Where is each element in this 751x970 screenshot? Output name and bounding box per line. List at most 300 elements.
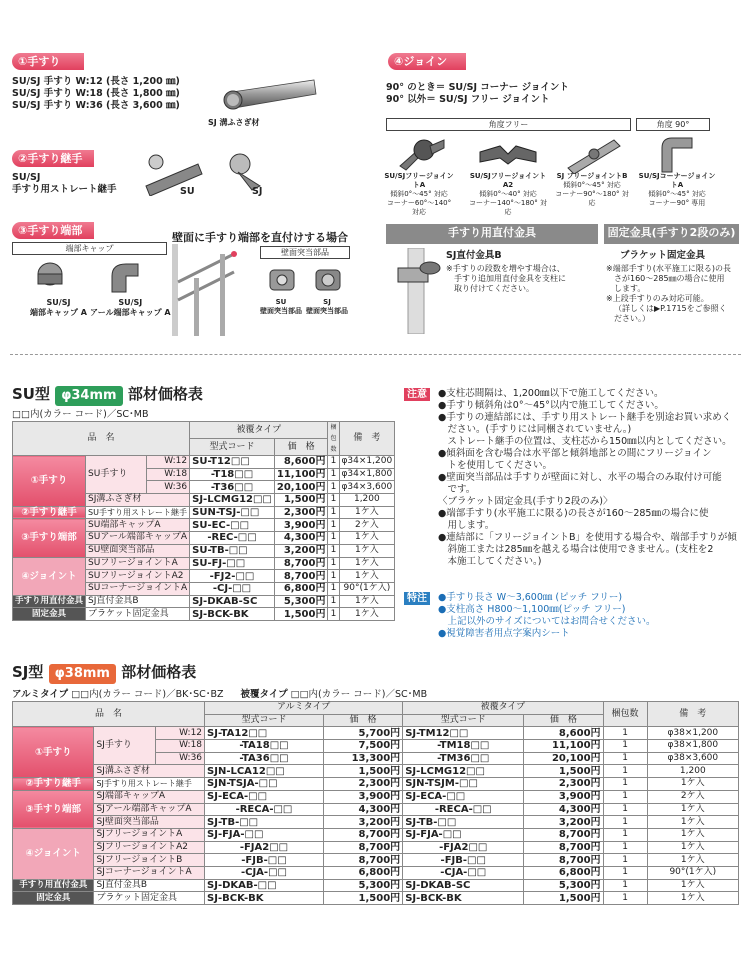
- sj-aprice: 6,800円: [323, 866, 402, 879]
- joint-free-a-label: [384, 172, 454, 217]
- sj-pack: 1: [603, 727, 647, 740]
- su-h-note: 備 考: [339, 422, 395, 456]
- sj-table-title: [12, 662, 196, 684]
- joint-corner-a-spec2: コーナー90° 専用: [648, 199, 706, 207]
- sj-subtitle-alu-colors: □□内(カラー コード)／BK･SC･BZ: [71, 689, 224, 700]
- special-line: 上記以外のサイズについてはお問合せください。: [438, 616, 656, 627]
- caution-line: トを使用してください。: [438, 460, 553, 471]
- su-h-code: 型式コード: [190, 439, 275, 456]
- table-row: [13, 803, 739, 816]
- sj-acode: -TA36□□: [205, 752, 324, 765]
- sj-aprice: 2,300円: [323, 778, 402, 791]
- su-code: SU-T12□□: [190, 456, 275, 469]
- sj-aprice: 4,300円: [323, 803, 402, 816]
- handrail-pipe-icon: [218, 78, 318, 112]
- special-line: ●視覚障害者用点字案内シート: [438, 628, 570, 639]
- sj-cprice: 5,300円: [524, 879, 603, 892]
- sj-note: φ38×3,600: [647, 752, 738, 765]
- wall-bracket-header: 手すり用直付金具: [386, 224, 598, 244]
- su-name: SUフリージョイントA2: [86, 570, 190, 583]
- sj-aprice: 1,500円: [323, 765, 402, 778]
- sj-title-pill: φ38mm: [49, 664, 116, 684]
- special-notes: [438, 592, 743, 640]
- su-name: SU壁面突当部品: [86, 544, 190, 557]
- sj-pack: 1: [603, 803, 647, 816]
- caution-line: です。: [438, 484, 476, 495]
- splice-lines: [12, 172, 117, 196]
- sj-acode: SJ-BCK-BK: [205, 892, 324, 905]
- sj-acode: SJN-LCA12□□: [205, 765, 324, 778]
- sj-ccode: SJN-TSJM-□□: [403, 778, 524, 791]
- sj-cprice: 3,900円: [524, 790, 603, 803]
- special-line: ●支柱高さ H800～1,100㎜(ピッチ フリー): [438, 604, 626, 615]
- su-price: 8,600円: [274, 456, 328, 469]
- su-name: SUアール端部キャップA: [86, 532, 190, 545]
- su-code: -FJ2-□□: [190, 570, 275, 583]
- table-row: [13, 892, 739, 905]
- sj-name: SJ溝ふさぎ材: [94, 765, 205, 778]
- su-name: SU端部キャップA: [86, 519, 190, 532]
- sj-cprice: 20,100円: [524, 752, 603, 765]
- joint-free-b-spec1: 傾斜0°～45° 対応: [563, 181, 621, 189]
- sj-cprice: 3,200円: [524, 816, 603, 829]
- table-row: [13, 595, 395, 608]
- end-cap-arm-line-1: SU/SJ: [118, 298, 143, 307]
- su-price: 8,700円: [274, 557, 328, 570]
- joint-tag: ④ジョイント: [388, 53, 466, 70]
- sj-aprice: 13,300円: [323, 752, 402, 765]
- joint-free-a-name: SU/SJフリージョイントA: [384, 172, 454, 189]
- fixing-desc-4: ※上段手すりのみ対応可能。: [606, 294, 709, 303]
- sj-aprice: 8,700円: [323, 841, 402, 854]
- sj-note: 90°(1ケ入): [647, 866, 738, 879]
- su-pack: 1: [328, 570, 339, 583]
- fixing-desc-6: ださい。）: [614, 314, 650, 323]
- joint-lines: [386, 82, 569, 106]
- caution-line: ●端部手すり(水平施工に限る)の長さが160～285㎜の場合に使: [438, 508, 709, 519]
- su-w: W:18: [146, 468, 189, 481]
- end-cap-bar: 端部キャップ: [12, 242, 167, 255]
- su-price-table: [12, 421, 395, 621]
- sj-name: SJフリージョイントB: [94, 854, 205, 867]
- su-code: SU-FJ-□□: [190, 557, 275, 570]
- su-cat-fixing: 固定金具: [13, 608, 86, 621]
- su-note: 2ケ入: [339, 519, 395, 532]
- sj-subtitle: [12, 686, 427, 700]
- end-cap-arm-icon: [106, 258, 146, 294]
- su-cat-bracket: 手すり用直付金具: [13, 595, 86, 608]
- sj-name: ブラケット固定金具: [94, 892, 205, 905]
- handrail-line-2: SU/SJ 手すり W:18 (長さ 1,800 ㎜): [12, 88, 180, 99]
- sj-aprice: 5,700円: [323, 727, 402, 740]
- su-w: W:36: [146, 481, 189, 494]
- sj-name: SJコーナージョイントA: [94, 866, 205, 879]
- sj-note: 1ケ入: [647, 841, 738, 854]
- sj-note: 1ケ入: [647, 879, 738, 892]
- su-h-type: 被覆タイプ: [190, 422, 328, 439]
- wall-bar: 壁面突当部品: [260, 246, 350, 259]
- end-cap-a-line-1: SU/SJ: [46, 298, 71, 307]
- wall-sj-icon: [312, 264, 344, 296]
- sj-aprice: 7,500円: [323, 740, 402, 753]
- joint-free-a-spec1: 傾斜0°～45° 対応: [390, 190, 448, 198]
- sj-acode: SJ-ECA-□□: [205, 790, 324, 803]
- sj-ccode: SJ-DKAB-SC: [403, 879, 524, 892]
- su-code: SJ-LCMG12□□: [190, 494, 275, 507]
- sj-h-cov: 被覆タイプ: [403, 702, 603, 715]
- su-title-prefix: SU型: [12, 385, 50, 403]
- table-row: [13, 506, 395, 519]
- su-note: 90°(1ケ入): [339, 582, 395, 595]
- sj-pack: 1: [603, 828, 647, 841]
- joint-free-a2-icon: [478, 140, 538, 170]
- sj-w: W:12: [156, 727, 205, 740]
- sj-note: 1ケ入: [647, 854, 738, 867]
- su-name: SJ溝ふさぎ材: [86, 494, 190, 507]
- su-name: SUフリージョイントA: [86, 557, 190, 570]
- sj-cat-fixing: 固定金具: [13, 892, 94, 905]
- su-note: φ34×1,200: [339, 456, 395, 469]
- table-row: [13, 557, 395, 570]
- su-note: φ34×3,600: [339, 481, 395, 494]
- su-pack: 1: [328, 494, 339, 507]
- sj-pack: 1: [603, 765, 647, 778]
- sj-ccode: SJ-LCMG12□□: [403, 765, 524, 778]
- sj-pack: 1: [603, 866, 647, 879]
- joint-corner-a-spec1: 傾斜0°～45° 対応: [648, 190, 706, 198]
- sj-h-name: 品 名: [13, 702, 205, 727]
- sj-aprice: 1,500円: [323, 892, 402, 905]
- wall-bracket-desc: [446, 264, 566, 294]
- special-line: ●手すり長さ W～3,600㎜ (ピッチ フリー): [438, 592, 623, 603]
- fixing-desc-3: します。: [614, 284, 646, 293]
- caution-line: 斜施工または285㎜を越える場合は使用できません。(支柱を2: [438, 544, 714, 555]
- sj-price-table: [12, 701, 739, 905]
- sj-aprice: 8,700円: [323, 828, 402, 841]
- sj-ccode: -RECA-□□: [403, 803, 524, 816]
- sj-acode: -FJA2□□: [205, 841, 324, 854]
- table-row: [13, 854, 739, 867]
- splice-tag: ②手すり継手: [12, 150, 94, 167]
- sj-cprice: 8,700円: [524, 854, 603, 867]
- table-row: [13, 765, 739, 778]
- su-price: 1,500円: [274, 494, 328, 507]
- sj-h-cprice: 価 格: [524, 714, 603, 727]
- joint-free-b-name: SJ フリージョイントB: [556, 172, 628, 180]
- joint-free-bar: 角度フリー: [386, 118, 631, 131]
- wall-bracket-desc-3: 取り付けてください。: [454, 284, 534, 293]
- end-cap-arm-line-2: アール端部キャップ A: [90, 308, 171, 317]
- sj-h-acode: 型式コード: [205, 714, 324, 727]
- su-pack: 1: [328, 557, 339, 570]
- sj-cat-end: ③手すり端部: [13, 790, 94, 828]
- handrail-line-1: SU/SJ 手すり W:12 (長さ 1,200 ㎜): [12, 76, 180, 87]
- sj-cat-bracket: 手すり用直付金具: [13, 879, 94, 892]
- wall-sj-line-1: SJ: [323, 298, 331, 306]
- joint-free-a2-name: SU/SJフリージョイントA2: [469, 172, 547, 189]
- sj-name-handrail: SJ手すり: [94, 727, 156, 765]
- sj-pack: 1: [603, 778, 647, 791]
- su-pack: 1: [328, 532, 339, 545]
- sj-cat-handrail: ①手すり: [13, 727, 94, 778]
- joint-free-b-spec2: コーナー90°～180° 対応: [555, 190, 629, 207]
- su-h-price: 価 格: [274, 439, 328, 456]
- su-code: -CJ-□□: [190, 582, 275, 595]
- sj-cprice: 11,100円: [524, 740, 603, 753]
- su-w: W:12: [146, 456, 189, 469]
- joint-free-b-icon: [564, 134, 624, 174]
- su-code: -T36□□: [190, 481, 275, 494]
- caution-line: ●壁面突当部品は手すりが壁面に対し、水平の場合のみ取付け可能: [438, 472, 722, 483]
- sj-aprice: 3,900円: [323, 790, 402, 803]
- su-table-title: [12, 384, 203, 406]
- sj-h-alu: アルミタイプ: [205, 702, 403, 715]
- sj-acode: SJ-TA12□□: [205, 727, 324, 740]
- caution-line: ●手すりの連結部には、手すり用ストレート継手を別途お買い求めく: [438, 412, 732, 423]
- splice-line-1: SU/SJ: [12, 172, 41, 183]
- su-note: 1ケ入: [339, 570, 395, 583]
- wall-bracket-icon: [386, 248, 446, 334]
- table-row: [13, 879, 739, 892]
- sj-note: φ38×1,800: [647, 740, 738, 753]
- su-price: 8,700円: [274, 570, 328, 583]
- sj-w: W:36: [156, 752, 205, 765]
- sj-acode: -CJA-□□: [205, 866, 324, 879]
- handrail-line-3: SU/SJ 手すり W:36 (長さ 3,600 ㎜): [12, 100, 180, 111]
- sj-cprice: 8,700円: [524, 828, 603, 841]
- su-note: 1ケ入: [339, 506, 395, 519]
- sj-cprice: 1,500円: [524, 892, 603, 905]
- su-pack: 1: [328, 468, 339, 481]
- su-code: SJ-BCK-BK: [190, 608, 275, 621]
- sj-ccode: SJ-FJA-□□: [403, 828, 524, 841]
- wall-su-label: [256, 298, 306, 316]
- caution-line: ●傾斜面を含む場合は水平部と傾斜地部との間にフリージョイン: [438, 448, 712, 459]
- sj-name: SJ壁面突当部品: [94, 816, 205, 829]
- wall-title: 壁面に手すり端部を直付けする場合: [172, 231, 348, 244]
- end-cap-a-line-2: 端部キャップ A: [30, 308, 87, 317]
- sj-subtitle-alu: アルミタイプ: [12, 689, 69, 700]
- su-cat-handrail: ①手すり: [13, 456, 86, 507]
- sj-h-aprice: 価 格: [323, 714, 402, 727]
- sj-note: 2ケ入: [647, 790, 738, 803]
- su-name-handrail: SU手すり: [86, 456, 147, 494]
- sj-ccode: -FJB-□□: [403, 854, 524, 867]
- caution-line: 〈ブラケット固定金具(手すり2段のみ)〉: [438, 496, 613, 507]
- su-price: 5,300円: [274, 595, 328, 608]
- fixing-desc-5: （詳しくは▶P.1715をご参照く: [614, 304, 727, 313]
- table-row: [13, 519, 395, 532]
- sj-note: φ38×1,200: [647, 727, 738, 740]
- sj-pack: 1: [603, 752, 647, 765]
- sj-acode: SJ-TB-□□: [205, 816, 324, 829]
- su-code: SUN-TSJ-□□: [190, 506, 275, 519]
- sj-acode: SJN-TSJA-□□: [205, 778, 324, 791]
- su-price: 11,100円: [274, 468, 328, 481]
- su-price: 2,300円: [274, 506, 328, 519]
- sj-pack: 1: [603, 841, 647, 854]
- splice-line-2: 手すり用ストレート継手: [12, 184, 117, 195]
- su-name: SJ直付金具B: [86, 595, 190, 608]
- su-code: SJ-DKAB-SC: [190, 595, 275, 608]
- caution-line: ●支柱芯間隔は、1,200㎜以下で施工してください。: [438, 388, 664, 399]
- su-name: SU手すり用ストレート継手: [86, 506, 190, 519]
- table-row: [13, 608, 395, 621]
- sj-ccode: -TM36□□: [403, 752, 524, 765]
- handrail-lines: [12, 76, 180, 112]
- end-cap-arm-label: [90, 298, 171, 318]
- wall-sj-line-2: 壁面突当部品: [306, 307, 348, 315]
- splice-sj-label: SJ: [252, 186, 263, 197]
- sj-h-ccode: 型式コード: [403, 714, 524, 727]
- sj-ccode: -FJA2□□: [403, 841, 524, 854]
- su-pack: 1: [328, 595, 339, 608]
- caution-notes: [438, 388, 743, 568]
- table-row: [13, 866, 739, 879]
- sj-ccode: SJ-TB-□□: [403, 816, 524, 829]
- wall-su-line-1: SU: [275, 298, 287, 306]
- joint-free-a2-spec1: 傾斜0°～40° 対応: [479, 190, 537, 198]
- caution-line: ださい。(手すりには同梱されていません。): [438, 424, 632, 435]
- wall-su-line-2: 壁面突当部品: [260, 307, 302, 315]
- sj-pack: 1: [603, 740, 647, 753]
- su-cat-joint: ④ジョイント: [13, 557, 86, 595]
- end-cap-a-label: [30, 298, 87, 318]
- sj-note: 1ケ入: [647, 778, 738, 791]
- handrail-tag: ①手すり: [12, 53, 84, 70]
- su-pack: 1: [328, 519, 339, 532]
- su-pack: 1: [328, 481, 339, 494]
- su-note: 1ケ入: [339, 544, 395, 557]
- sj-ccode: SJ-TM12□□: [403, 727, 524, 740]
- end-cap-a-icon: [30, 260, 70, 292]
- su-h-name: 品 名: [13, 422, 190, 456]
- joint-corner-a-label: [636, 172, 718, 208]
- fixing-desc-2: さが160～285㎜の場合に使用: [614, 274, 725, 283]
- su-price: 6,800円: [274, 582, 328, 595]
- su-code: SU-TB-□□: [190, 544, 275, 557]
- table-row: [13, 841, 739, 854]
- sj-cat-joint: ④ジョイント: [13, 828, 94, 879]
- wall-bracket-desc-2: 手すり追加用直付金具を支柱に: [454, 274, 566, 283]
- sj-title-suffix: 部材価格表: [121, 663, 197, 681]
- sj-cprice: 6,800円: [524, 866, 603, 879]
- sj-name: SJ手すり用ストレート継手: [94, 778, 205, 791]
- sj-cprice: 2,300円: [524, 778, 603, 791]
- sj-ccode: SJ-BCK-BK: [403, 892, 524, 905]
- sj-subtitle-cov: 被覆タイプ: [240, 689, 288, 700]
- sj-name: SJフリージョイントA: [94, 828, 205, 841]
- caution-line: ●手すり傾斜角は0°～45°以内で施工してください。: [438, 400, 664, 411]
- su-pack: 1: [328, 506, 339, 519]
- sj-name: SJ端部キャップA: [94, 790, 205, 803]
- sj-cprice: 8,700円: [524, 841, 603, 854]
- table-row: [13, 790, 739, 803]
- su-name: ブラケット固定金具: [86, 608, 190, 621]
- handrail-caption: SJ 溝ふさぎ材: [208, 118, 260, 127]
- sj-cat-splice: ②手すり継手: [13, 778, 94, 791]
- joint-free-a2-spec2: コーナー140°～180° 対応: [469, 199, 547, 216]
- su-h-pack: 梱包数: [328, 422, 339, 456]
- sj-note: 1ケ入: [647, 828, 738, 841]
- sj-note: 1ケ入: [647, 892, 738, 905]
- sj-w: W:18: [156, 740, 205, 753]
- sj-pack: 1: [603, 879, 647, 892]
- sj-cprice: 8,600円: [524, 727, 603, 740]
- sj-ccode: -TM18□□: [403, 740, 524, 753]
- sj-ccode: SJ-ECA-□□: [403, 790, 524, 803]
- fixing-desc-1: ※端部手すり(水平施工に限る)の長: [606, 264, 731, 273]
- su-note: 1ケ入: [339, 557, 395, 570]
- table-row: [13, 816, 739, 829]
- sj-acode: -RECA-□□: [205, 803, 324, 816]
- table-row: [13, 778, 739, 791]
- su-title-suffix: 部材価格表: [127, 385, 203, 403]
- su-note: φ34×1,800: [339, 468, 395, 481]
- sj-ccode: -CJA-□□: [403, 866, 524, 879]
- sj-cprice: 4,300円: [524, 803, 603, 816]
- caution-line: 用します。: [438, 520, 495, 531]
- su-name: SUコーナージョイントA: [86, 582, 190, 595]
- sj-pack: 1: [603, 790, 647, 803]
- fixing-name: ブラケット固定金具: [620, 250, 706, 261]
- su-price: 20,100円: [274, 481, 328, 494]
- joint-corner-a-name: SU/SJコーナージョイントA: [638, 172, 716, 189]
- sj-acode: -FJB-□□: [205, 854, 324, 867]
- caution-line: ●連結部に「フリージョイントB」を使用する場合や、端部手すりが傾: [438, 532, 737, 543]
- wall-su-icon: [266, 264, 298, 296]
- sj-acode: SJ-DKAB-□□: [205, 879, 324, 892]
- sj-name: SJフリージョイントA2: [94, 841, 205, 854]
- sj-aprice: 8,700円: [323, 854, 402, 867]
- joint-90-bar: 角度 90°: [636, 118, 710, 131]
- sj-name: SJ直付金具B: [94, 879, 205, 892]
- sj-acode: SJ-FJA-□□: [205, 828, 324, 841]
- table-row: [13, 456, 395, 469]
- su-subtitle: □□内(カラー コード)／SC･MB: [12, 409, 149, 420]
- fixing-desc: [606, 264, 731, 324]
- su-price: 1,500円: [274, 608, 328, 621]
- fixing-header: 固定金具(手すり2段のみ): [604, 224, 739, 244]
- sj-name: SJアール端部キャップA: [94, 803, 205, 816]
- table-row: [13, 727, 739, 740]
- wall-diagram: [172, 244, 254, 336]
- sj-pack: 1: [603, 892, 647, 905]
- sj-title-prefix: SJ型: [12, 663, 44, 681]
- wall-sj-label: [302, 298, 352, 316]
- sj-cprice: 1,500円: [524, 765, 603, 778]
- joint-free-a-icon: [396, 136, 446, 172]
- su-price: 3,200円: [274, 544, 328, 557]
- caution-line: ストレート継手の位置は、支柱芯から150㎜以内としてください。: [438, 436, 732, 447]
- joint-free-a2-label: [468, 172, 548, 217]
- splice-su-label: SU: [180, 186, 195, 197]
- su-pack: 1: [328, 544, 339, 557]
- su-note: 1ケ入: [339, 595, 395, 608]
- sj-pack: 1: [603, 854, 647, 867]
- su-note: 1ケ入: [339, 532, 395, 545]
- caution-line: 本施工してください。): [438, 556, 542, 567]
- special-label: 特注: [404, 592, 430, 605]
- su-code: -REC-□□: [190, 532, 275, 545]
- wall-bracket-desc-1: ※手すりの段数を増やす場合は、: [446, 264, 565, 273]
- splice-sj-icon: [220, 146, 270, 191]
- sj-h-pack: 梱包数: [603, 702, 647, 727]
- su-pack: 1: [328, 456, 339, 469]
- su-code: SU-EC-□□: [190, 519, 275, 532]
- sj-note: 1ケ入: [647, 816, 738, 829]
- sj-note: 1ケ入: [647, 803, 738, 816]
